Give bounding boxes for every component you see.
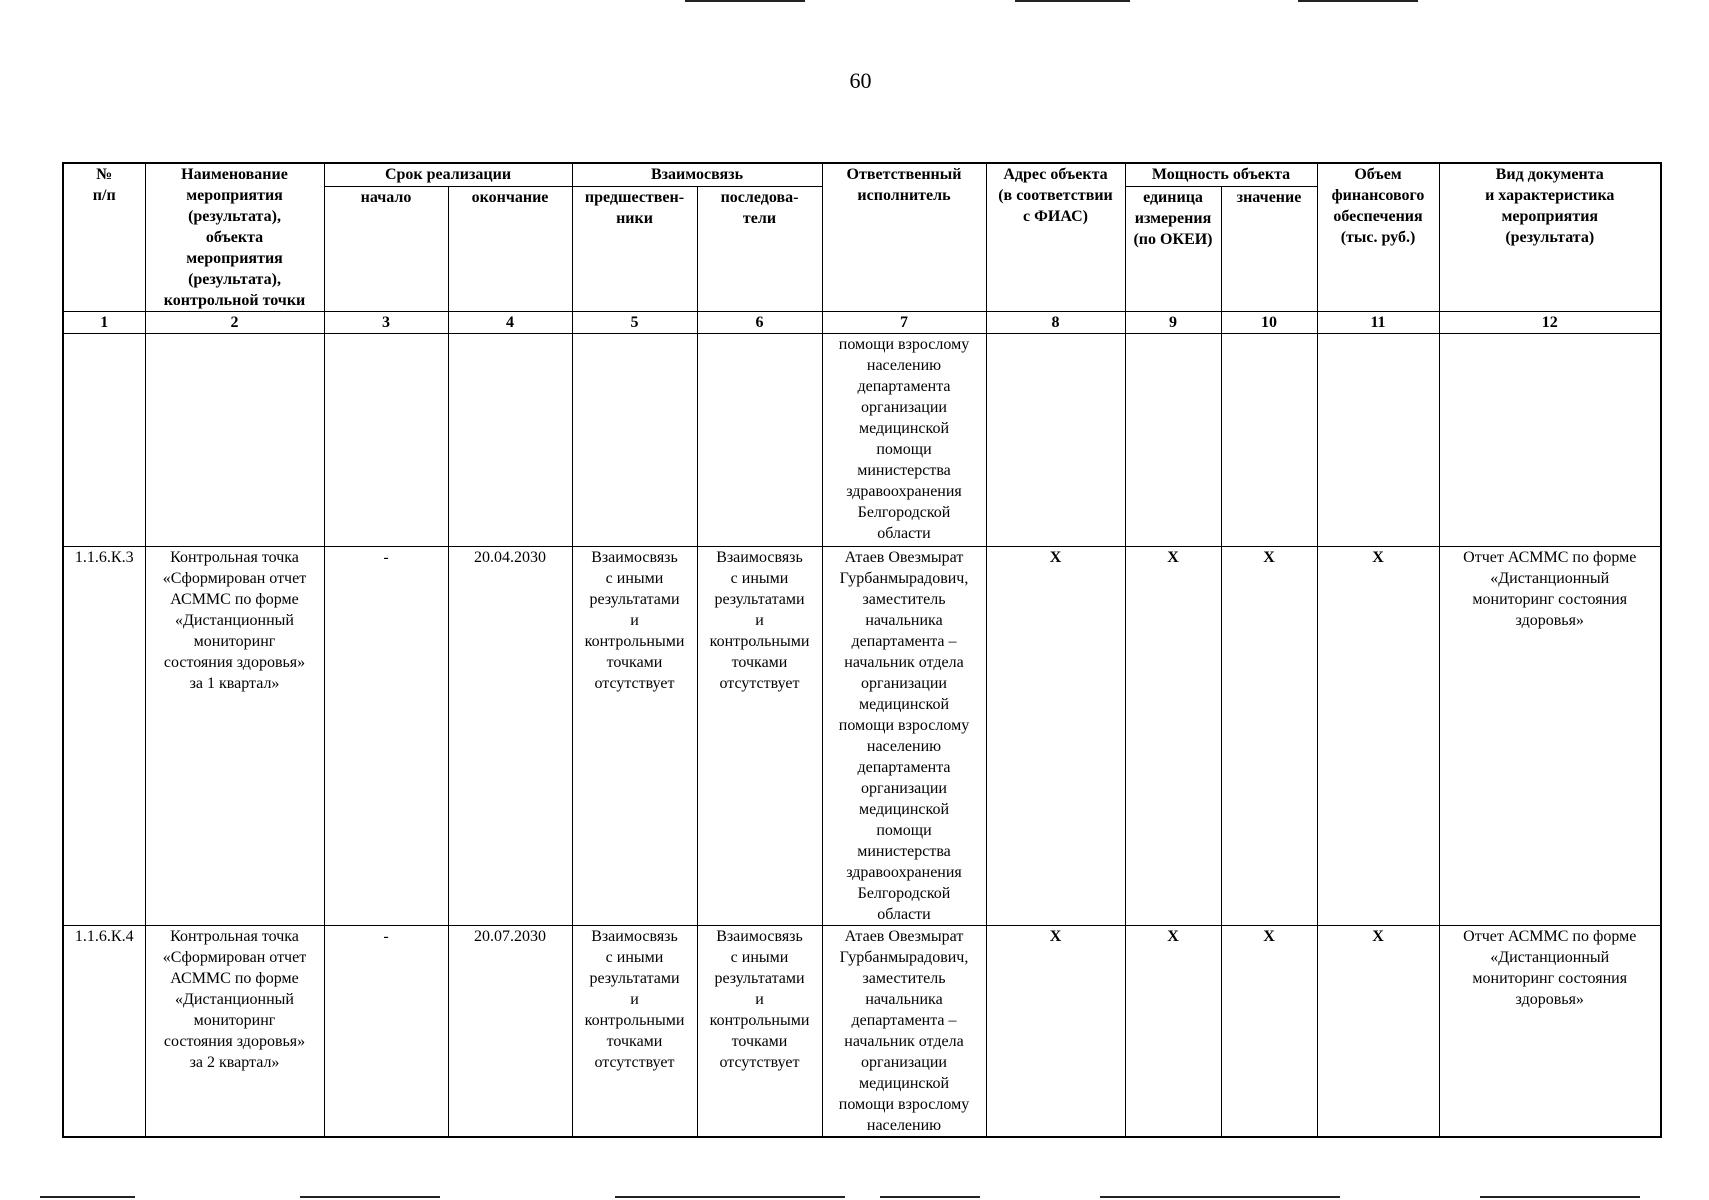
cell-doc: Отчет АСММС по форме «Дистанционный мониторинг состояния здоровья» <box>1439 926 1661 1138</box>
scan-artifact-line <box>880 1196 980 1198</box>
column-number: 1 <box>63 312 145 334</box>
cell-doc: Отчет АСММС по форме «Дистанционный мониторинг состояния здоровья» <box>1439 547 1661 926</box>
page-number: 60 <box>849 68 872 93</box>
cell-end <box>448 334 572 547</box>
plan-table <box>62 162 1662 1138</box>
column-number: 6 <box>697 312 822 334</box>
cell-start: - <box>324 547 448 926</box>
cell-finance <box>1317 334 1439 547</box>
cell-end: 20.04.2030 <box>448 547 572 926</box>
header-term-start: начало <box>324 187 448 312</box>
column-number: 5 <box>572 312 697 334</box>
cell-value: X <box>1221 547 1317 926</box>
cell-responsible: помощи взрослому населению департамента организации медицинской помощи министерства здравоохранения Белгородской области <box>822 334 986 547</box>
cell-next: Взаимосвязь с иными результатами и контрольными точками отсутствует <box>697 926 822 1138</box>
cell-end: 20.07.2030 <box>448 926 572 1138</box>
cell-unit: X <box>1125 926 1221 1138</box>
scan-artifact-line <box>1480 1196 1640 1198</box>
header-capacity: Мощность объекта <box>1125 163 1317 187</box>
column-number: 10 <box>1221 312 1317 334</box>
header-link-next: последова- тели <box>697 187 822 312</box>
cell-start: - <box>324 926 448 1138</box>
scan-artifact-line <box>685 0 805 2</box>
cell-address <box>986 334 1125 547</box>
cell-next <box>697 334 822 547</box>
scan-artifact-line <box>300 1196 440 1198</box>
header-link-prev: предшествен- ники <box>572 187 697 312</box>
cell-doc <box>1439 334 1661 547</box>
column-number: 3 <box>324 312 448 334</box>
cell-code: 1.1.6.К.4 <box>63 926 145 1138</box>
column-number-row <box>63 312 1661 334</box>
cell-unit <box>1125 334 1221 547</box>
header-capacity-value: значение <box>1221 187 1317 312</box>
header-finance: Объем финансового обеспечения (тыс. руб.) <box>1317 163 1439 312</box>
header-address: Адрес объекта (в соответствии с ФИАС) <box>986 163 1125 312</box>
cell-value: X <box>1221 926 1317 1138</box>
header-name: Наименование мероприятия (результата), объекта мероприятия (результата), контрольной точки <box>145 163 324 312</box>
table-row <box>63 547 1661 926</box>
column-number: 2 <box>145 312 324 334</box>
header-responsible: Ответственный исполнитель <box>822 163 986 312</box>
cell-prev: Взаимосвязь с иными результатами и контрольными точками отсутствует <box>572 926 697 1138</box>
cell-code <box>63 334 145 547</box>
cell-prev <box>572 334 697 547</box>
table-row <box>63 926 1661 1138</box>
cell-name <box>145 334 324 547</box>
column-number: 11 <box>1317 312 1439 334</box>
cell-prev: Взаимосвязь с иными результатами и контрольными точками отсутствует <box>572 547 697 926</box>
column-number: 7 <box>822 312 986 334</box>
cell-name: Контрольная точка «Сформирован отчет АСММС по форме «Дистанционный мониторинг состояния здоровья» за 1 квартал» <box>145 547 324 926</box>
column-number: 9 <box>1125 312 1221 334</box>
cell-name: Контрольная точка «Сформирован отчет АСММС по форме «Дистанционный мониторинг состояния здоровья» за 2 квартал» <box>145 926 324 1138</box>
scan-artifact-line <box>615 1196 845 1198</box>
cell-responsible: Атаев Овезмырат Гурбанмырадович, заместитель начальника департамента – начальник отдела организации медицинской помощи взрослому населению <box>822 926 986 1138</box>
column-number: 8 <box>986 312 1125 334</box>
cell-address: X <box>986 926 1125 1138</box>
cell-responsible: Атаев Овезмырат Гурбанмырадович, заместитель начальника департамента – начальник отдела организации медицинской помощи взрослому населению департамента организации медицинской помощи министерства здравоохранения Белгородской области <box>822 547 986 926</box>
table-row <box>63 334 1661 547</box>
scan-artifact-line <box>1015 0 1130 2</box>
header-term-end: окончание <box>448 187 572 312</box>
cell-value <box>1221 334 1317 547</box>
column-number: 4 <box>448 312 572 334</box>
cell-address: X <box>986 547 1125 926</box>
scan-artifact-line <box>40 1196 135 1198</box>
scan-artifact-line <box>1298 0 1418 2</box>
cell-start <box>324 334 448 547</box>
header-term: Срок реализации <box>324 163 572 187</box>
cell-unit: X <box>1125 547 1221 926</box>
header-link: Взаимосвязь <box>572 163 822 187</box>
cell-finance: X <box>1317 547 1439 926</box>
cell-code: 1.1.6.К.3 <box>63 547 145 926</box>
header-capacity-unit: единица измерения (по ОКЕИ) <box>1125 187 1221 312</box>
cell-next: Взаимосвязь с иными результатами и контрольными точками отсутствует <box>697 547 822 926</box>
header-doc-type: Вид документа и характеристика мероприятия (результата) <box>1439 163 1661 312</box>
cell-finance: X <box>1317 926 1439 1138</box>
scan-artifact-line <box>1100 1196 1340 1198</box>
header-num: № п/п <box>63 163 145 312</box>
column-number: 12 <box>1439 312 1661 334</box>
